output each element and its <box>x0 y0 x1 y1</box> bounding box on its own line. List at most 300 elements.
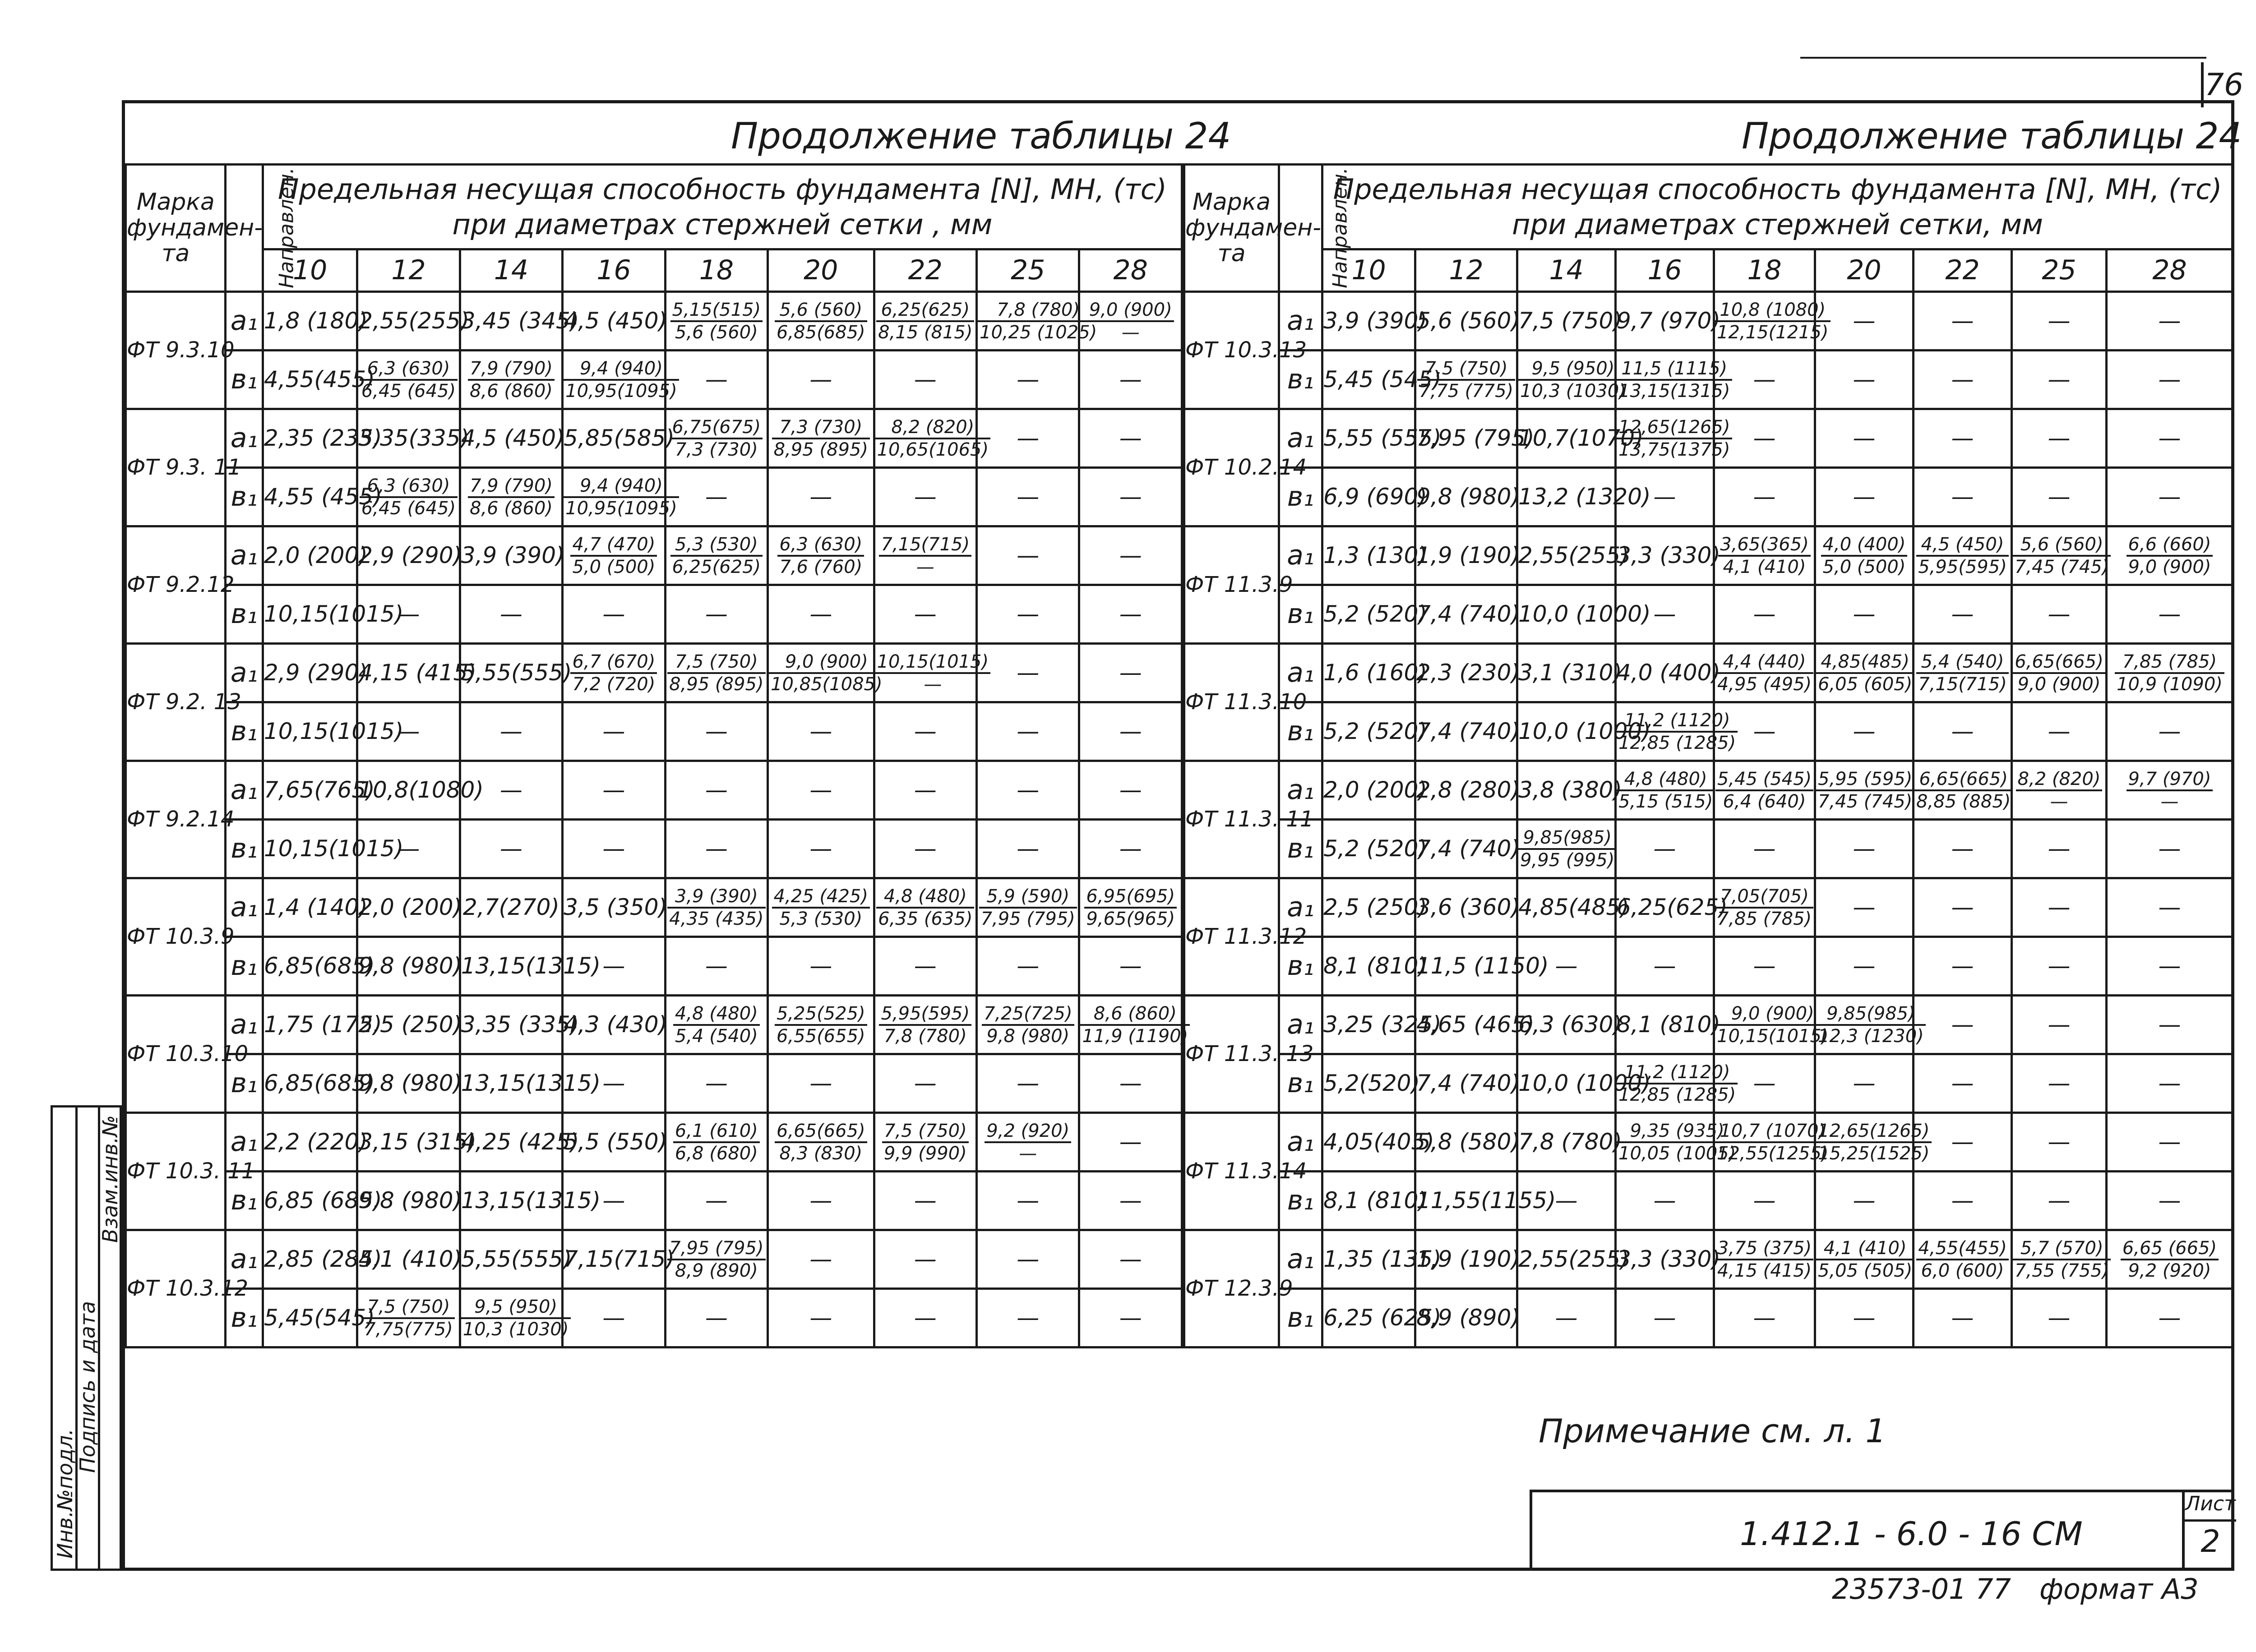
left-capacity-cell <box>1079 409 1182 468</box>
cell-value: — <box>705 777 728 803</box>
fraction-bottom: 8,6 (860) <box>469 498 553 519</box>
right-capacity-cell <box>1517 702 1651 761</box>
fraction-top: 7,8 (780) <box>978 300 1099 322</box>
left-capacity-cell <box>263 878 368 937</box>
left-capacity-cell <box>665 878 767 937</box>
cell-value: 2,85 (285) <box>264 1246 382 1273</box>
left-capacity-cell <box>665 937 767 996</box>
cell-value: 5,2(520) <box>1323 1070 1420 1097</box>
fraction-bottom: 8,95 (895) <box>773 439 868 460</box>
fraction-bottom: 8,6 (860) <box>469 380 553 401</box>
left-table-row <box>126 820 1182 878</box>
left-capacity-cell <box>357 996 460 1054</box>
fraction-value <box>879 534 971 577</box>
cell-value: 1,4 (140) <box>264 894 368 921</box>
fraction-value <box>875 417 991 460</box>
left-foundation-mark: ФТ 9.2.12 <box>126 526 226 644</box>
right-table-row <box>1184 878 2233 937</box>
right-capacity-cell <box>1517 468 1651 526</box>
fraction-top: 11,2 (1120) <box>1617 710 1738 733</box>
left-capacity-cell <box>768 1054 874 1113</box>
right-capacity-cell <box>1517 761 1622 820</box>
left-capacity-cell <box>768 1172 874 1230</box>
right-capacity-cell <box>2012 292 2107 351</box>
fraction-bottom: — <box>2050 791 2068 812</box>
side-stamp-col-1 <box>53 1107 78 1569</box>
right-capacity-cell <box>1517 878 1629 937</box>
right-direction-label: а₁ <box>1279 761 1322 820</box>
fraction-value <box>1617 417 1732 460</box>
fraction-top: 5,15(515) <box>670 300 763 322</box>
left-capacity-cell <box>874 351 976 409</box>
left-table-row <box>126 1172 1182 1230</box>
fraction-bottom: 10,85(1085) <box>771 674 883 695</box>
left-capacity-cell <box>357 761 484 820</box>
cell-value: — <box>1951 1011 1974 1038</box>
fraction-top: 4,8 (480) <box>876 886 974 909</box>
right-capacity-cell <box>1714 644 1815 702</box>
cell-value: 5,2 (520) <box>1323 718 1427 745</box>
cell-value: 8,9 (890) <box>1416 1305 1520 1331</box>
fraction-top: 10,7 (1070) <box>1715 1121 1831 1143</box>
left-capacity-cell <box>977 761 1079 820</box>
right-capacity-cell <box>1322 702 1427 761</box>
cell-value: — <box>1017 777 1040 803</box>
cell-value: 10,15(1015) <box>264 601 404 628</box>
left-capacity-cell <box>357 878 460 937</box>
fraction-value <box>978 300 1099 343</box>
side-stamp <box>51 1105 122 1571</box>
fraction-value <box>1816 1238 1914 1281</box>
fraction-value <box>2013 534 2111 577</box>
right-foundation-mark: ФТ 11.3. 11 <box>1184 761 1279 878</box>
cell-value: 4,0 (400) <box>1617 660 1720 686</box>
cell-value: — <box>1119 601 1142 628</box>
fraction-top: 9,2 (920) <box>985 1121 1071 1143</box>
left-table-row <box>126 937 1182 996</box>
right-capacity-cell <box>1322 1054 1420 1113</box>
left-capacity-cell <box>665 292 767 351</box>
left-direction-label: в₁ <box>226 351 263 409</box>
cell-value: 2,0 (200) <box>264 542 368 569</box>
cell-value: — <box>1951 894 1974 921</box>
cell-value: 1,9 (190) <box>1416 1246 1520 1273</box>
right-capacity-cell <box>1415 1113 1520 1172</box>
cell-value: 1,3 (130) <box>1323 542 1427 569</box>
fraction-top: 9,7 (970) <box>2127 769 2213 791</box>
side-stamp-col-2 <box>75 1107 100 1569</box>
cell-value: — <box>1653 1187 1676 1214</box>
right-capacity-cell <box>1616 292 1720 351</box>
left-capacity-cell <box>460 1054 601 1113</box>
left-foundation-mark: ФТ 9.3. 11 <box>126 409 226 526</box>
cell-value: 9,8 (980) <box>358 953 462 979</box>
right-capacity-cell <box>2107 937 2233 996</box>
table-left <box>125 163 1188 1348</box>
right-capacity-cell <box>1616 996 1720 1054</box>
right-capacity-cell <box>1815 761 1914 820</box>
fraction-bottom: 13,75(1375) <box>1618 439 1730 460</box>
fraction-bottom: 7,85 (785) <box>1717 908 1812 929</box>
fraction-top: 5,25(525) <box>775 1003 867 1026</box>
cell-value: 3,8 (380) <box>1518 777 1622 803</box>
cell-value: — <box>705 1187 728 1214</box>
left-capacity-cell <box>563 351 677 409</box>
cell-value: — <box>1119 777 1142 803</box>
sheet-box <box>2182 1492 2236 1569</box>
fraction-value <box>876 886 974 929</box>
fraction-value <box>1617 358 1732 401</box>
cell-value: — <box>1119 953 1142 979</box>
right-capacity-cell <box>1517 1289 1616 1347</box>
left-capacity-cell <box>768 468 874 526</box>
cell-value: — <box>1119 542 1142 569</box>
cell-value: — <box>1951 308 1974 334</box>
cell-value: 2,55(255) <box>358 308 470 334</box>
side-stamp-signature: Подпись и дата <box>75 1301 100 1473</box>
caption-right: Продолжение таблицы 24 <box>1742 115 2242 157</box>
cell-value: — <box>809 1305 832 1331</box>
fraction-value <box>667 651 765 695</box>
fraction-top: 6,65(665) <box>2013 651 2105 674</box>
fraction-bottom: 6,35 (635) <box>878 908 973 929</box>
cell-value: — <box>1753 1305 1776 1331</box>
cell-value: 7,8 (780) <box>1518 1129 1622 1155</box>
cell-value: 2,55(255) <box>1518 542 1629 569</box>
right-capacity-cell <box>1914 1289 2012 1347</box>
left-capacity-cell <box>665 1230 767 1289</box>
cell-value: 5,8 (580) <box>1416 1129 1520 1155</box>
left-capacity-cell <box>563 409 675 468</box>
fraction-bottom: 7,3 (730) <box>675 439 758 460</box>
top-rule-line <box>1800 57 2206 59</box>
right-capacity-cell <box>1815 351 1914 409</box>
fraction-value <box>1617 1062 1738 1105</box>
cell-value: — <box>914 777 937 803</box>
left-capacity-cell <box>563 1289 665 1347</box>
cell-value: 7,4 (740) <box>1416 601 1520 628</box>
direction-header-label: Направлен. <box>275 167 299 289</box>
right-capacity-cell <box>2012 526 2107 585</box>
right-capacity-cell <box>1616 702 1736 761</box>
cell-value: — <box>2048 953 2071 979</box>
fraction-value <box>461 1297 571 1340</box>
right-capacity-cell <box>1322 468 1427 526</box>
left-table-row <box>126 1289 1182 1347</box>
fraction-value <box>1715 886 1813 929</box>
fraction-value <box>670 300 763 343</box>
left-capacity-cell <box>357 468 460 526</box>
fraction-value <box>1916 1238 2009 1281</box>
left-capacity-cell <box>357 1113 476 1172</box>
cell-value: 1,75 (175) <box>264 1011 382 1038</box>
left-capacity-cell <box>1079 468 1182 526</box>
right-capacity-cell <box>1914 585 2012 644</box>
left-direction-label: а₁ <box>226 526 263 585</box>
right-capacity-cell <box>1815 1230 1914 1289</box>
cell-value: 8,1 (810) <box>1323 1187 1427 1214</box>
cell-value: — <box>1017 1305 1040 1331</box>
right-direction-label: в₁ <box>1279 585 1322 644</box>
right-capacity-cell <box>1517 585 1651 644</box>
right-diameter-12: 12 <box>1415 249 1517 292</box>
left-capacity-cell <box>460 644 572 702</box>
left-diameter-28: 28 <box>1079 249 1182 292</box>
fraction-top: 6,3 (630) <box>360 358 458 381</box>
cell-value: — <box>2158 718 2181 745</box>
right-capacity-cell <box>1517 526 1629 585</box>
left-capacity-cell <box>768 1113 874 1172</box>
cell-value: — <box>499 601 522 628</box>
left-capacity-cell <box>874 1113 976 1172</box>
left-capacity-cell <box>874 585 976 644</box>
right-direction-label: а₁ <box>1279 409 1322 468</box>
fraction-bottom: 6,4 (640) <box>1723 791 1806 812</box>
fraction-value <box>468 475 555 519</box>
cell-value: — <box>499 718 522 745</box>
cell-value: 8,1 (810) <box>1617 1011 1720 1038</box>
right-direction-label: а₁ <box>1279 526 1322 585</box>
left-capacity-cell <box>1079 351 1182 409</box>
left-capacity-cell <box>977 1172 1079 1230</box>
cell-value: — <box>2158 894 2181 921</box>
right-foundation-mark: ФТ 11.3.14 <box>1184 1113 1279 1230</box>
cell-value: 7,4 (740) <box>1416 718 1520 745</box>
cell-value: — <box>1017 1246 1040 1273</box>
fraction-bottom: 9,95 (995) <box>1520 849 1615 871</box>
right-capacity-cell <box>2107 1289 2233 1347</box>
right-capacity-cell <box>1616 937 1714 996</box>
cell-value: 1,35 (135) <box>1323 1246 1442 1273</box>
fraction-top: 7,9 (790) <box>468 475 555 498</box>
cell-value: — <box>1119 718 1142 745</box>
cell-value: 3,25 (325) <box>1323 1011 1442 1038</box>
cell-value: — <box>705 953 728 979</box>
left-capacity-cell <box>263 351 375 409</box>
left-capacity-cell <box>768 996 874 1054</box>
right-capacity-cell <box>2012 820 2107 878</box>
right-direction-label: в₁ <box>1279 1172 1322 1230</box>
fraction-value <box>570 651 657 695</box>
fraction-top: 5,6 (560) <box>2013 534 2111 557</box>
direction-header-label-right: Направлен. <box>1328 167 1352 289</box>
fraction-top: 5,9 (590) <box>979 886 1077 909</box>
right-diameter-28: 28 <box>2107 249 2233 292</box>
left-capacity-cell <box>874 878 976 937</box>
right-capacity-cell <box>1815 702 1914 761</box>
right-diameter-10: 10 <box>1322 249 1415 292</box>
cell-value: 5,5 (550) <box>564 1129 668 1155</box>
left-capacity-cell <box>563 996 668 1054</box>
left-direction-label: а₁ <box>226 1113 263 1172</box>
left-capacity-cell <box>977 409 1079 468</box>
fraction-bottom: — <box>1121 322 1140 343</box>
cell-value: — <box>1653 601 1676 628</box>
right-capacity-cell <box>2107 761 2233 820</box>
left-direction-label: а₁ <box>226 644 263 702</box>
right-capacity-cell <box>1815 585 1914 644</box>
left-capacity-cell <box>357 292 470 351</box>
right-capacity-cell <box>2107 996 2233 1054</box>
cell-value: — <box>1753 1070 1776 1097</box>
document-code: 1.412.1 - 6.0 - 16 СМ <box>1740 1515 2083 1553</box>
left-capacity-cell <box>665 702 767 761</box>
cell-value: — <box>2158 308 2181 334</box>
right-capacity-cell <box>1322 1113 1434 1172</box>
cell-value: — <box>1119 835 1142 862</box>
cell-value: — <box>1753 718 1776 745</box>
right-capacity-cell <box>1322 820 1427 878</box>
right-capacity-cell <box>1415 937 1549 996</box>
right-capacity-cell <box>1714 1289 1815 1347</box>
left-capacity-cell <box>357 644 476 702</box>
right-capacity-cell <box>1914 526 2012 585</box>
fraction-bottom: 7,15(715) <box>1918 674 2007 695</box>
cell-value: — <box>1853 894 1876 921</box>
left-capacity-cell <box>977 1289 1079 1347</box>
left-capacity-cell <box>460 292 579 351</box>
left-foundation-mark: ФТ 9.3.10 <box>126 292 226 409</box>
cell-value: — <box>1853 366 1876 393</box>
cell-value: — <box>397 601 420 628</box>
left-capacity-cell <box>874 468 976 526</box>
right-capacity-cell <box>1914 702 2012 761</box>
fraction-value <box>985 1121 1071 1164</box>
left-capacity-cell <box>768 820 874 878</box>
cell-value: — <box>809 718 832 745</box>
right-capacity-cell <box>1415 1289 1520 1347</box>
right-capacity-cell <box>2012 1113 2107 1172</box>
left-capacity-cell <box>768 761 874 820</box>
cell-value: — <box>914 366 937 393</box>
fraction-bottom: 9,0 (900) <box>2017 674 2101 695</box>
fraction-top: 6,65(665) <box>775 1121 867 1143</box>
right-capacity-cell <box>2107 644 2233 702</box>
right-capacity-cell <box>2107 585 2233 644</box>
left-table-row <box>126 878 1182 937</box>
cell-value: — <box>1951 484 1974 510</box>
right-capacity-cell <box>1914 1172 2012 1230</box>
cell-value: — <box>2048 1129 2071 1155</box>
fraction-bottom: 7,95 (795) <box>980 908 1075 929</box>
right-direction-label: а₁ <box>1279 1113 1322 1172</box>
fraction-bottom: 9,9 (990) <box>883 1143 967 1164</box>
fraction-value <box>979 886 1077 929</box>
right-table-row <box>1184 702 2233 761</box>
fraction-bottom: 8,9 (890) <box>675 1260 758 1281</box>
cell-value: — <box>602 835 625 862</box>
fraction-top: 3,75 (375) <box>1715 1238 1813 1260</box>
cell-value: — <box>2158 953 2181 979</box>
right-capacity-cell <box>1914 351 2012 409</box>
right-capacity-cell <box>2012 1054 2107 1113</box>
cell-value: — <box>1951 601 1974 628</box>
fraction-top: 4,0 (400) <box>1821 534 1908 557</box>
fraction-bottom: 4,95 (495) <box>1717 674 1812 695</box>
capacity-header <box>263 165 1182 249</box>
left-capacity-cell <box>1079 292 1182 351</box>
fraction-value <box>1080 1003 1190 1047</box>
right-capacity-cell <box>1322 351 1442 409</box>
fraction-value <box>882 1121 969 1164</box>
fraction-value <box>667 886 765 929</box>
cell-value: 2,8 (280) <box>1416 777 1520 803</box>
cell-value: — <box>1653 484 1676 510</box>
right-capacity-cell <box>1322 1172 1427 1230</box>
cell-value: — <box>2048 894 2071 921</box>
left-capacity-cell <box>460 702 562 761</box>
right-capacity-cell <box>1914 468 2012 526</box>
right-capacity-cell <box>1415 585 1520 644</box>
fraction-top: 4,8 (480) <box>1617 769 1715 791</box>
fraction-bottom: 5,4 (540) <box>675 1025 758 1047</box>
right-capacity-cell <box>2012 878 2107 937</box>
right-capacity-cell <box>2012 996 2107 1054</box>
fraction-bottom: 7,45 (745) <box>1818 791 1913 812</box>
right-capacity-cell <box>2012 585 2107 644</box>
left-capacity-cell <box>768 292 874 351</box>
right-capacity-cell <box>1815 1054 1914 1113</box>
left-capacity-cell <box>977 878 1079 937</box>
fraction-bottom: 7,55 (755) <box>2015 1260 2109 1281</box>
left-capacity-cell <box>460 878 562 937</box>
right-capacity-cell <box>2107 1230 2233 1289</box>
cell-value: — <box>1017 718 1040 745</box>
fraction-value <box>1816 1121 1932 1164</box>
right-capacity-cell <box>1815 878 1914 937</box>
cell-value: — <box>914 601 937 628</box>
cell-value: — <box>1853 425 1876 452</box>
fraction-value <box>673 1121 760 1164</box>
right-capacity-cell <box>2012 468 2107 526</box>
cell-value: 11,55(1155) <box>1416 1187 1556 1214</box>
cell-value: — <box>1951 1070 1974 1097</box>
left-diameter-25: 25 <box>977 249 1079 292</box>
left-capacity-cell <box>563 1113 668 1172</box>
fraction-bottom: 12,85 (1285) <box>1618 732 1736 753</box>
left-diameter-14: 14 <box>460 249 562 292</box>
fraction-value <box>1816 769 1914 812</box>
left-capacity-cell <box>665 526 767 585</box>
fraction-bottom: 7,2 (720) <box>572 674 656 695</box>
cell-value: 6,25 (625) <box>1323 1305 1442 1331</box>
cell-value: — <box>1555 1305 1578 1331</box>
left-capacity-cell <box>977 644 1079 702</box>
fraction-value <box>1715 651 1813 695</box>
left-capacity-cell <box>977 468 1079 526</box>
right-capacity-cell <box>1415 1172 1556 1230</box>
fraction-bottom: 9,8 (980) <box>986 1025 1070 1047</box>
cell-value: — <box>914 1070 937 1097</box>
right-direction-label: в₁ <box>1279 937 1322 996</box>
side-stamp-replaced: Взам.инв.№ <box>98 1115 122 1243</box>
fraction-value <box>1617 710 1738 753</box>
left-capacity-cell <box>977 820 1079 878</box>
cell-value: — <box>2048 484 2071 510</box>
cell-value: 2,0 (200) <box>1323 777 1427 803</box>
right-table-row <box>1184 1172 2233 1230</box>
cell-value: — <box>1119 366 1142 393</box>
fraction-top: 5,95 (595) <box>1816 769 1914 791</box>
right-capacity-cell <box>1517 351 1626 409</box>
left-capacity-cell <box>874 761 976 820</box>
fraction-value <box>667 1238 765 1281</box>
right-direction-label: а₁ <box>1279 878 1322 937</box>
cell-value: — <box>1853 601 1876 628</box>
right-capacity-cell <box>2012 1289 2107 1347</box>
right-capacity-cell <box>2107 526 2233 585</box>
cell-value: 5,45(545) <box>264 1305 375 1331</box>
